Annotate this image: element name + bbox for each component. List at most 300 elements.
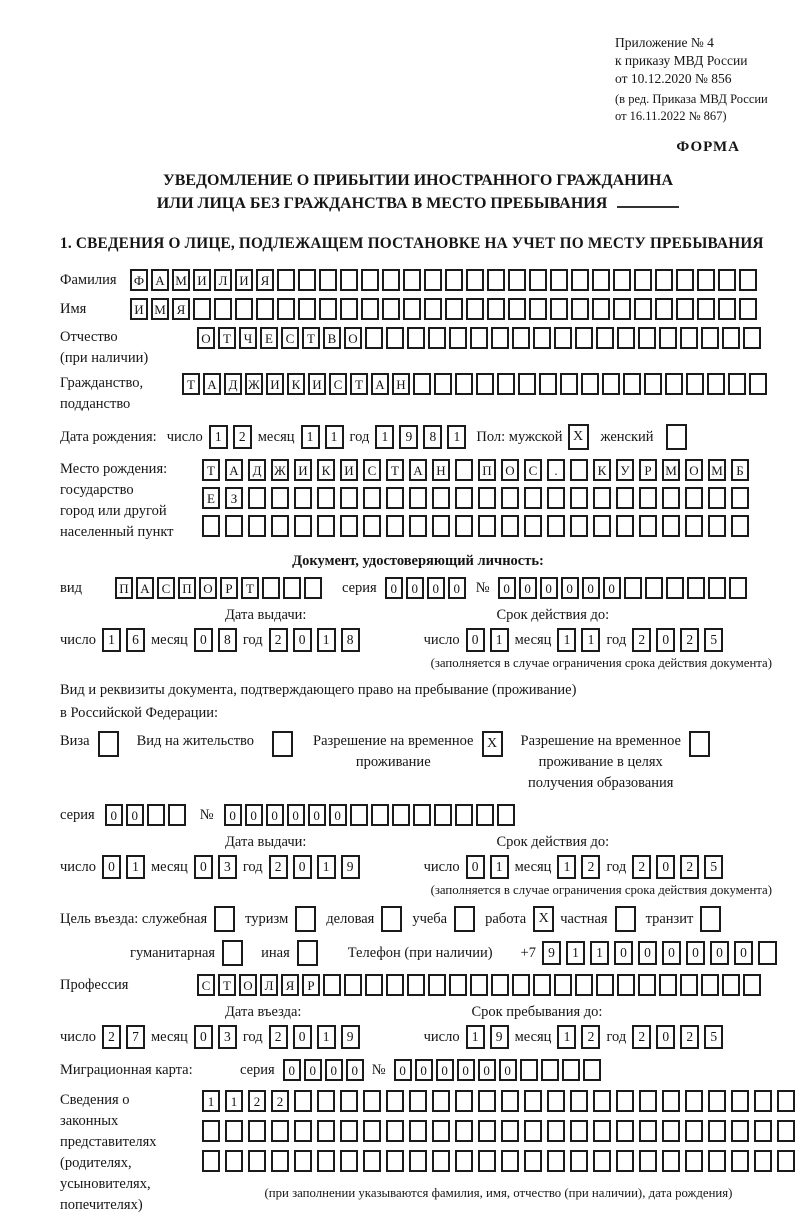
char-cell[interactable] bbox=[304, 577, 322, 599]
doc-issue-year-cells[interactable] bbox=[269, 628, 360, 652]
char-cell[interactable]: 0 bbox=[329, 804, 347, 826]
char-cell[interactable]: А bbox=[225, 459, 243, 481]
char-cell[interactable]: Е bbox=[260, 327, 278, 349]
char-cell[interactable]: К bbox=[287, 373, 305, 395]
char-cell[interactable] bbox=[638, 974, 656, 996]
char-cell[interactable]: 1 bbox=[581, 628, 600, 652]
char-cell[interactable]: 1 bbox=[375, 425, 394, 449]
char-cell[interactable] bbox=[294, 515, 312, 537]
char-cell[interactable] bbox=[271, 515, 289, 537]
char-cell[interactable]: 6 bbox=[126, 628, 145, 652]
char-cell[interactable]: Н bbox=[432, 459, 450, 481]
char-cell[interactable]: 0 bbox=[308, 804, 326, 826]
char-cell[interactable] bbox=[708, 515, 726, 537]
char-cell[interactable] bbox=[655, 269, 673, 291]
char-cell[interactable]: 0 bbox=[686, 941, 705, 965]
char-cell[interactable] bbox=[708, 577, 726, 599]
char-cell[interactable]: 8 bbox=[341, 628, 360, 652]
char-cell[interactable]: И bbox=[235, 269, 253, 291]
char-cell[interactable]: 2 bbox=[581, 1025, 600, 1049]
char-cell[interactable] bbox=[413, 373, 431, 395]
char-cell[interactable] bbox=[271, 487, 289, 509]
char-cell[interactable]: К bbox=[593, 459, 611, 481]
char-cell[interactable]: 1 bbox=[317, 1025, 336, 1049]
char-cell[interactable] bbox=[662, 487, 680, 509]
char-cell[interactable] bbox=[340, 1090, 358, 1112]
char-cell[interactable] bbox=[685, 1150, 703, 1172]
purpose-transit-checkbox[interactable] bbox=[700, 906, 721, 932]
char-cell[interactable]: 0 bbox=[448, 577, 466, 599]
char-cell[interactable] bbox=[382, 269, 400, 291]
char-cell[interactable] bbox=[524, 1090, 542, 1112]
char-cell[interactable] bbox=[501, 1150, 519, 1172]
char-cell[interactable]: И bbox=[308, 373, 326, 395]
char-cell[interactable] bbox=[386, 974, 404, 996]
char-cell[interactable] bbox=[728, 373, 746, 395]
char-cell[interactable] bbox=[363, 515, 381, 537]
char-cell[interactable] bbox=[524, 515, 542, 537]
char-cell[interactable] bbox=[340, 298, 358, 320]
char-cell[interactable]: 2 bbox=[248, 1090, 266, 1112]
char-cell[interactable] bbox=[256, 298, 274, 320]
char-cell[interactable]: 5 bbox=[704, 855, 723, 879]
char-cell[interactable] bbox=[550, 298, 568, 320]
char-cell[interactable]: Р bbox=[639, 459, 657, 481]
char-cell[interactable] bbox=[363, 1150, 381, 1172]
char-cell[interactable]: 2 bbox=[269, 1025, 288, 1049]
char-cell[interactable]: 9 bbox=[341, 1025, 360, 1049]
visa-checkbox[interactable] bbox=[98, 731, 119, 757]
char-cell[interactable]: 1 bbox=[209, 425, 228, 449]
char-cell[interactable] bbox=[524, 1150, 542, 1172]
char-cell[interactable] bbox=[581, 373, 599, 395]
char-cell[interactable] bbox=[554, 327, 572, 349]
char-cell[interactable]: 2 bbox=[233, 425, 252, 449]
char-cell[interactable] bbox=[659, 974, 677, 996]
char-cell[interactable]: Л bbox=[214, 269, 232, 291]
char-cell[interactable] bbox=[248, 515, 266, 537]
name-cells[interactable] bbox=[130, 298, 757, 320]
char-cell[interactable]: 0 bbox=[304, 1059, 322, 1081]
char-cell[interactable] bbox=[428, 974, 446, 996]
char-cell[interactable] bbox=[403, 298, 421, 320]
char-cell[interactable]: 0 bbox=[734, 941, 753, 965]
char-cell[interactable] bbox=[639, 1090, 657, 1112]
char-cell[interactable] bbox=[294, 1120, 312, 1142]
char-cell[interactable] bbox=[676, 298, 694, 320]
char-cell[interactable] bbox=[413, 804, 431, 826]
char-cell[interactable] bbox=[407, 327, 425, 349]
char-cell[interactable] bbox=[361, 298, 379, 320]
char-cell[interactable] bbox=[501, 1120, 519, 1142]
char-cell[interactable] bbox=[508, 298, 526, 320]
char-cell[interactable] bbox=[602, 373, 620, 395]
stay-doc-issue-day-cells[interactable] bbox=[102, 855, 145, 879]
char-cell[interactable] bbox=[466, 269, 484, 291]
char-cell[interactable] bbox=[262, 577, 280, 599]
char-cell[interactable]: В bbox=[323, 327, 341, 349]
char-cell[interactable] bbox=[676, 269, 694, 291]
doc-issue-month-cells[interactable] bbox=[194, 628, 237, 652]
char-cell[interactable] bbox=[596, 974, 614, 996]
char-cell[interactable]: Т bbox=[202, 459, 220, 481]
char-cell[interactable]: О bbox=[197, 327, 215, 349]
char-cell[interactable] bbox=[708, 487, 726, 509]
char-cell[interactable] bbox=[432, 1150, 450, 1172]
char-cell[interactable] bbox=[617, 327, 635, 349]
char-cell[interactable]: Т bbox=[241, 577, 259, 599]
char-cell[interactable] bbox=[491, 974, 509, 996]
char-cell[interactable]: 0 bbox=[614, 941, 633, 965]
char-cell[interactable] bbox=[432, 1120, 450, 1142]
stay-doc-issue-year-cells[interactable] bbox=[269, 855, 360, 879]
char-cell[interactable]: 0 bbox=[224, 804, 242, 826]
char-cell[interactable] bbox=[386, 487, 404, 509]
char-cell[interactable]: К bbox=[317, 459, 335, 481]
char-cell[interactable] bbox=[363, 1090, 381, 1112]
char-cell[interactable] bbox=[193, 298, 211, 320]
char-cell[interactable] bbox=[501, 1090, 519, 1112]
char-cell[interactable]: 0 bbox=[603, 577, 621, 599]
char-cell[interactable] bbox=[317, 1120, 335, 1142]
char-cell[interactable] bbox=[718, 298, 736, 320]
char-cell[interactable] bbox=[616, 515, 634, 537]
char-cell[interactable]: 0 bbox=[394, 1059, 412, 1081]
char-cell[interactable] bbox=[202, 1120, 220, 1142]
char-cell[interactable] bbox=[592, 269, 610, 291]
char-cell[interactable] bbox=[508, 269, 526, 291]
char-cell[interactable] bbox=[616, 487, 634, 509]
char-cell[interactable]: 0 bbox=[283, 1059, 301, 1081]
char-cell[interactable] bbox=[365, 327, 383, 349]
char-cell[interactable] bbox=[645, 577, 663, 599]
char-cell[interactable] bbox=[731, 1120, 749, 1142]
char-cell[interactable]: О bbox=[199, 577, 217, 599]
char-cell[interactable] bbox=[214, 298, 232, 320]
char-cell[interactable] bbox=[294, 487, 312, 509]
char-cell[interactable] bbox=[371, 804, 389, 826]
char-cell[interactable]: И bbox=[294, 459, 312, 481]
char-cell[interactable]: 1 bbox=[317, 628, 336, 652]
char-cell[interactable]: 1 bbox=[490, 855, 509, 879]
char-cell[interactable]: О bbox=[239, 974, 257, 996]
char-cell[interactable] bbox=[277, 298, 295, 320]
char-cell[interactable] bbox=[455, 1150, 473, 1172]
char-cell[interactable] bbox=[455, 487, 473, 509]
char-cell[interactable] bbox=[445, 298, 463, 320]
char-cell[interactable] bbox=[665, 373, 683, 395]
char-cell[interactable]: О bbox=[344, 327, 362, 349]
char-cell[interactable]: М bbox=[662, 459, 680, 481]
char-cell[interactable]: 5 bbox=[704, 1025, 723, 1049]
char-cell[interactable]: 0 bbox=[710, 941, 729, 965]
char-cell[interactable]: 2 bbox=[269, 628, 288, 652]
char-cell[interactable]: Т bbox=[218, 327, 236, 349]
char-cell[interactable] bbox=[445, 269, 463, 291]
char-cell[interactable] bbox=[722, 974, 740, 996]
char-cell[interactable] bbox=[434, 804, 452, 826]
stay-until-month-cells[interactable] bbox=[557, 1025, 600, 1049]
char-cell[interactable] bbox=[758, 941, 777, 965]
stay-doc-valid-year-cells[interactable] bbox=[632, 855, 723, 879]
char-cell[interactable]: 1 bbox=[466, 1025, 485, 1049]
char-cell[interactable] bbox=[743, 974, 761, 996]
char-cell[interactable] bbox=[340, 515, 358, 537]
char-cell[interactable]: 2 bbox=[632, 1025, 651, 1049]
char-cell[interactable] bbox=[317, 1090, 335, 1112]
char-cell[interactable] bbox=[386, 1090, 404, 1112]
char-cell[interactable]: П bbox=[478, 459, 496, 481]
char-cell[interactable] bbox=[478, 1090, 496, 1112]
char-cell[interactable] bbox=[662, 1120, 680, 1142]
char-cell[interactable] bbox=[639, 1150, 657, 1172]
char-cell[interactable] bbox=[340, 269, 358, 291]
char-cell[interactable] bbox=[432, 487, 450, 509]
char-cell[interactable]: 0 bbox=[126, 804, 144, 826]
char-cell[interactable] bbox=[533, 974, 551, 996]
char-cell[interactable]: 0 bbox=[415, 1059, 433, 1081]
char-cell[interactable]: Я bbox=[256, 269, 274, 291]
char-cell[interactable] bbox=[731, 1150, 749, 1172]
char-cell[interactable] bbox=[340, 1150, 358, 1172]
char-cell[interactable] bbox=[547, 515, 565, 537]
char-cell[interactable] bbox=[487, 298, 505, 320]
stay-doc-number-cells[interactable] bbox=[224, 804, 515, 826]
char-cell[interactable] bbox=[739, 269, 757, 291]
birth-place-cells-row1[interactable] bbox=[202, 459, 749, 481]
char-cell[interactable] bbox=[271, 1120, 289, 1142]
doc-number-cells[interactable] bbox=[498, 577, 747, 599]
char-cell[interactable]: 0 bbox=[102, 855, 121, 879]
char-cell[interactable]: 8 bbox=[423, 425, 442, 449]
char-cell[interactable]: Т bbox=[218, 974, 236, 996]
char-cell[interactable] bbox=[392, 804, 410, 826]
char-cell[interactable]: 0 bbox=[293, 855, 312, 879]
char-cell[interactable]: 0 bbox=[194, 628, 213, 652]
char-cell[interactable] bbox=[340, 487, 358, 509]
entry-year-cells[interactable] bbox=[269, 1025, 360, 1049]
char-cell[interactable] bbox=[547, 1150, 565, 1172]
char-cell[interactable] bbox=[697, 298, 715, 320]
char-cell[interactable] bbox=[680, 974, 698, 996]
char-cell[interactable]: Ф bbox=[130, 269, 148, 291]
char-cell[interactable]: Я bbox=[172, 298, 190, 320]
char-cell[interactable]: 0 bbox=[478, 1059, 496, 1081]
char-cell[interactable]: Т bbox=[302, 327, 320, 349]
doc-valid-year-cells[interactable] bbox=[632, 628, 723, 652]
char-cell[interactable] bbox=[570, 515, 588, 537]
char-cell[interactable] bbox=[449, 974, 467, 996]
char-cell[interactable] bbox=[271, 1150, 289, 1172]
char-cell[interactable] bbox=[168, 804, 186, 826]
char-cell[interactable] bbox=[722, 327, 740, 349]
char-cell[interactable] bbox=[409, 515, 427, 537]
char-cell[interactable]: О bbox=[685, 459, 703, 481]
char-cell[interactable]: 9 bbox=[399, 425, 418, 449]
char-cell[interactable]: 1 bbox=[126, 855, 145, 879]
char-cell[interactable]: 0 bbox=[406, 577, 424, 599]
char-cell[interactable] bbox=[449, 327, 467, 349]
char-cell[interactable] bbox=[570, 1090, 588, 1112]
char-cell[interactable] bbox=[754, 1120, 772, 1142]
char-cell[interactable] bbox=[386, 515, 404, 537]
char-cell[interactable] bbox=[455, 515, 473, 537]
char-cell[interactable]: 1 bbox=[325, 425, 344, 449]
temp-residence-edu-checkbox[interactable] bbox=[689, 731, 710, 757]
char-cell[interactable]: 0 bbox=[519, 577, 537, 599]
char-cell[interactable] bbox=[718, 269, 736, 291]
birth-place-cells-row3[interactable] bbox=[202, 515, 749, 537]
char-cell[interactable]: 0 bbox=[194, 855, 213, 879]
char-cell[interactable] bbox=[235, 298, 253, 320]
char-cell[interactable]: Р bbox=[302, 974, 320, 996]
char-cell[interactable]: А bbox=[203, 373, 221, 395]
char-cell[interactable] bbox=[319, 298, 337, 320]
char-cell[interactable]: Т bbox=[182, 373, 200, 395]
char-cell[interactable] bbox=[202, 1150, 220, 1172]
purpose-official-checkbox[interactable] bbox=[214, 906, 235, 932]
char-cell[interactable]: 5 bbox=[704, 628, 723, 652]
char-cell[interactable]: Т bbox=[350, 373, 368, 395]
char-cell[interactable] bbox=[749, 373, 767, 395]
char-cell[interactable] bbox=[571, 269, 589, 291]
char-cell[interactable] bbox=[639, 515, 657, 537]
char-cell[interactable] bbox=[616, 1120, 634, 1142]
char-cell[interactable] bbox=[501, 487, 519, 509]
char-cell[interactable]: 1 bbox=[590, 941, 609, 965]
char-cell[interactable] bbox=[424, 269, 442, 291]
char-cell[interactable]: Ж bbox=[245, 373, 263, 395]
char-cell[interactable] bbox=[754, 1090, 772, 1112]
char-cell[interactable] bbox=[524, 1120, 542, 1142]
char-cell[interactable]: Е bbox=[202, 487, 220, 509]
char-cell[interactable]: Н bbox=[392, 373, 410, 395]
char-cell[interactable] bbox=[363, 487, 381, 509]
char-cell[interactable] bbox=[529, 298, 547, 320]
char-cell[interactable] bbox=[363, 1120, 381, 1142]
char-cell[interactable]: И bbox=[193, 269, 211, 291]
char-cell[interactable] bbox=[434, 373, 452, 395]
char-cell[interactable] bbox=[298, 298, 316, 320]
purpose-private-checkbox[interactable] bbox=[615, 906, 636, 932]
char-cell[interactable]: 0 bbox=[656, 855, 675, 879]
residence-permit-checkbox[interactable] bbox=[272, 731, 293, 757]
char-cell[interactable] bbox=[298, 269, 316, 291]
char-cell[interactable]: О bbox=[501, 459, 519, 481]
char-cell[interactable] bbox=[708, 1150, 726, 1172]
char-cell[interactable] bbox=[365, 974, 383, 996]
char-cell[interactable] bbox=[455, 804, 473, 826]
char-cell[interactable]: У bbox=[616, 459, 634, 481]
char-cell[interactable] bbox=[533, 327, 551, 349]
char-cell[interactable] bbox=[317, 515, 335, 537]
char-cell[interactable] bbox=[593, 515, 611, 537]
char-cell[interactable]: 2 bbox=[269, 855, 288, 879]
char-cell[interactable]: 2 bbox=[680, 855, 699, 879]
char-cell[interactable] bbox=[666, 577, 684, 599]
char-cell[interactable]: 2 bbox=[680, 628, 699, 652]
char-cell[interactable] bbox=[317, 487, 335, 509]
char-cell[interactable] bbox=[777, 1150, 795, 1172]
birth-month-cells[interactable] bbox=[301, 425, 344, 449]
char-cell[interactable]: А bbox=[136, 577, 154, 599]
char-cell[interactable]: 0 bbox=[385, 577, 403, 599]
doc-valid-month-cells[interactable] bbox=[557, 628, 600, 652]
char-cell[interactable]: А bbox=[151, 269, 169, 291]
stay-until-year-cells[interactable] bbox=[632, 1025, 723, 1049]
char-cell[interactable] bbox=[202, 515, 220, 537]
char-cell[interactable] bbox=[570, 487, 588, 509]
char-cell[interactable] bbox=[386, 1150, 404, 1172]
char-cell[interactable]: 0 bbox=[499, 1059, 517, 1081]
char-cell[interactable]: 0 bbox=[346, 1059, 364, 1081]
doc-valid-day-cells[interactable] bbox=[466, 628, 509, 652]
char-cell[interactable]: С bbox=[329, 373, 347, 395]
char-cell[interactable]: 1 bbox=[301, 425, 320, 449]
char-cell[interactable] bbox=[570, 1120, 588, 1142]
char-cell[interactable]: 1 bbox=[447, 425, 466, 449]
char-cell[interactable] bbox=[225, 515, 243, 537]
char-cell[interactable] bbox=[478, 1120, 496, 1142]
char-cell[interactable]: 1 bbox=[225, 1090, 243, 1112]
profession-cells[interactable] bbox=[197, 974, 761, 996]
birth-place-cells-row2[interactable] bbox=[202, 487, 749, 509]
char-cell[interactable] bbox=[701, 327, 719, 349]
char-cell[interactable]: 0 bbox=[427, 577, 445, 599]
char-cell[interactable] bbox=[478, 515, 496, 537]
char-cell[interactable] bbox=[562, 1059, 580, 1081]
char-cell[interactable] bbox=[476, 804, 494, 826]
char-cell[interactable]: 0 bbox=[105, 804, 123, 826]
char-cell[interactable] bbox=[409, 1120, 427, 1142]
char-cell[interactable] bbox=[283, 577, 301, 599]
char-cell[interactable] bbox=[476, 373, 494, 395]
char-cell[interactable]: 0 bbox=[436, 1059, 454, 1081]
char-cell[interactable]: 0 bbox=[656, 1025, 675, 1049]
char-cell[interactable] bbox=[432, 1090, 450, 1112]
char-cell[interactable]: С bbox=[363, 459, 381, 481]
char-cell[interactable]: 9 bbox=[542, 941, 561, 965]
char-cell[interactable]: 2 bbox=[271, 1090, 289, 1112]
char-cell[interactable]: Я bbox=[281, 974, 299, 996]
migration-series-cells[interactable] bbox=[283, 1059, 364, 1081]
sex-male-checkbox[interactable]: X bbox=[568, 424, 589, 450]
char-cell[interactable] bbox=[541, 1059, 559, 1081]
char-cell[interactable] bbox=[225, 1120, 243, 1142]
representatives-cells-row3[interactable] bbox=[202, 1150, 795, 1172]
char-cell[interactable]: А bbox=[371, 373, 389, 395]
char-cell[interactable]: Д bbox=[224, 373, 242, 395]
char-cell[interactable] bbox=[294, 1090, 312, 1112]
purpose-tourism-checkbox[interactable] bbox=[295, 906, 316, 932]
char-cell[interactable]: 0 bbox=[662, 941, 681, 965]
char-cell[interactable]: 2 bbox=[632, 855, 651, 879]
char-cell[interactable]: 0 bbox=[638, 941, 657, 965]
char-cell[interactable] bbox=[501, 515, 519, 537]
phone-cells[interactable] bbox=[542, 941, 777, 965]
char-cell[interactable]: П bbox=[178, 577, 196, 599]
purpose-study-checkbox[interactable] bbox=[454, 906, 475, 932]
char-cell[interactable] bbox=[294, 1150, 312, 1172]
char-cell[interactable] bbox=[344, 974, 362, 996]
char-cell[interactable] bbox=[731, 487, 749, 509]
char-cell[interactable]: С bbox=[524, 459, 542, 481]
char-cell[interactable] bbox=[624, 577, 642, 599]
purpose-other-checkbox[interactable] bbox=[297, 940, 318, 966]
char-cell[interactable] bbox=[424, 298, 442, 320]
char-cell[interactable] bbox=[583, 1059, 601, 1081]
char-cell[interactable] bbox=[478, 487, 496, 509]
